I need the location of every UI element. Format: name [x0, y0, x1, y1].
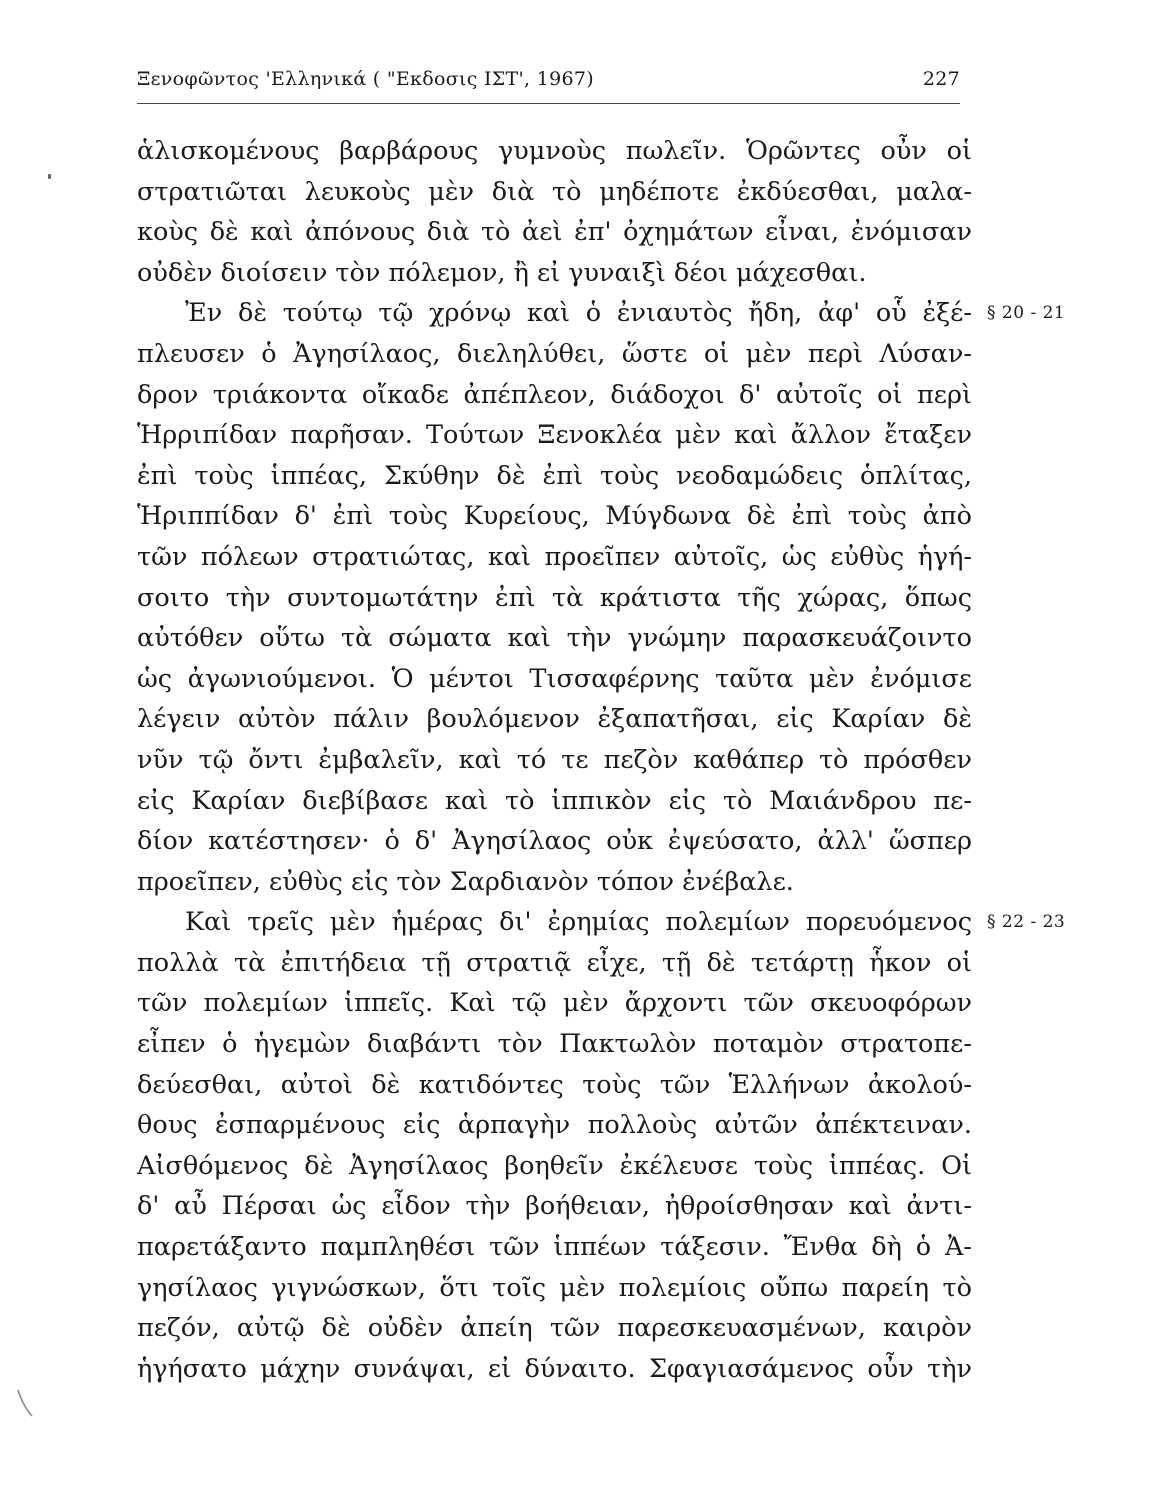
text-line-content: ἁλισκομένους βαρβάρους γυμνοὺς πωλεῖν. Ὁρῶντες οὖν οἱ [137, 136, 972, 166]
text-line [137, 862, 972, 903]
text-line-content: τῶν πολεμίων ἱππεῖς. Καὶ τῷ μὲν ἄρχοντι τῶν σκευοφόρων [137, 988, 972, 1019]
text-line [137, 1105, 972, 1146]
text-line [137, 496, 972, 537]
text-line [137, 334, 972, 375]
text-line [137, 1065, 972, 1106]
text-line-content: Αἰσθόμενος δὲ Ἀγησίλαος βοηθεῖν ἐκέλευσε τοὺς ἱππέας. Οἱ [137, 1150, 972, 1181]
text-line [137, 1024, 972, 1065]
text-line-content: δρον τριάκοντα οἴκαδε ἀπέπλεον, διάδοχοι δ' αὐτοῖς οἱ περὶ [137, 379, 972, 410]
text-line-content: θους ἐσπαρμένους εἰς ἁρπαγὴν πολλοὺς αὐτῶν ἀπέκτειναν. [137, 1110, 972, 1141]
text-line [137, 456, 972, 497]
text-line [137, 1308, 972, 1349]
text-line-content: Καὶ τρεῖς μὲν ἡμέρας δι' ἐρημίας πολεμίων πορευόμενος [185, 907, 972, 938]
text-line-content: ἡγήσατο μάχην συνάψαι, εἰ δύναιτο. Σφαγιασάμενος οὖν τὴν [137, 1353, 972, 1384]
margin-section-note: § 22 - 23 [987, 912, 1066, 933]
text-line [137, 415, 972, 456]
text-line-content: προεῖπεν, εὐθὺς εἰς τὸν Σαρδιανὸν τόπον ἐνέβαλε. [137, 866, 794, 897]
text-line-content: πλευσεν ὁ Ἀγησίλαος, διεληλύθει, ὥστε οἱ μὲν περὶ Λύσαν- [137, 338, 972, 369]
running-head [137, 68, 960, 98]
text-line [137, 943, 972, 984]
margin-section-note: § 20 - 21 [987, 303, 1066, 324]
text-line [137, 618, 972, 659]
header-rule [137, 103, 960, 104]
text-line [137, 1186, 972, 1227]
text-line-content: πεζόν, αὐτῷ δὲ οὐδὲν ἀπείη τῶν παρεσκευασμένων, καιρὸν [137, 1313, 972, 1344]
text-line [137, 699, 972, 740]
text-line-content: Ἡρριπίδαν παρῆσαν. Τούτων Ξενοκλέα μὲν καὶ ἄλλον ἔταξεν [137, 420, 972, 451]
text-line-content: νῦν τῷ ὄντι ἐμβαλεῖν, καὶ τό τε πεζὸν καθάπερ τὸ πρόσθεν [137, 744, 972, 775]
text-line [137, 902, 1066, 943]
text-line-content: Ἐν δὲ τούτῳ τῷ χρόνῳ καὶ ὁ ἐνιαυτὸς ἤδη, ἀφ' οὗ ἐξέ- [185, 298, 972, 329]
text-line [137, 1146, 972, 1187]
text-line-content: τῶν πόλεων στρατιώτας, καὶ προεῖπεν αὐτοῖς, ὡς εὐθὺς ἡγή- [137, 541, 972, 572]
text-line-content: λέγειν αὐτὸν πάλιν βουλόμενον ἐξαπατῆσαι, εἰς Καρίαν δὲ [137, 704, 972, 735]
text-line-content: σοιτο τὴν συντομωτάτην ἐπὶ τὰ κράτιστα τῆς χώρας, ὅπως [137, 582, 972, 613]
text-line [137, 212, 972, 253]
text-line [137, 293, 1066, 334]
margin-dot-mark [48, 174, 51, 179]
running-head-title: Ξενοφῶντος 'Ελληνικά ( "Εκδοσις ΙΣΤ', 1967) [137, 68, 594, 90]
text-line-content: στρατιῶται λευκοὺς μὲν διὰ τὸ μηδέποτε ἐκδύεσθαι, μαλα- [137, 176, 972, 207]
text-line-content: δεύεσθαι, αὐτοὶ δὲ κατιδόντες τοὺς τῶν Ἑλλήνων ἀκολού- [137, 1069, 972, 1100]
body-text [137, 131, 1066, 1389]
page-number: 227 [922, 68, 960, 90]
text-line-content: οὐδὲν διοίσειν τὸν πόλεμον, ἢ εἰ γυναιξὶ δέοι μάχεσθαι. [137, 257, 867, 288]
text-line [137, 983, 972, 1024]
text-line-content: ὡς ἀγωνιούμενοι. Ὁ μέντοι Τισσαφέρνης ταῦτα μὲν ἐνόμισε [137, 663, 972, 694]
margin-pencil-mark [14, 1388, 36, 1418]
text-line-content: παρετάξαντο παμπληθέσι τῶν ἱππέων τάξεσιν. Ἔνθα δὴ ὁ Ἀ- [137, 1232, 972, 1263]
text-line [137, 1268, 972, 1309]
text-line [137, 659, 972, 700]
text-line-content: Ἡριππίδαν δ' ἐπὶ τοὺς Κυρείους, Μύγδωνα δὲ ἐπὶ τοὺς ἀπὸ [137, 501, 972, 532]
text-line [137, 375, 972, 416]
text-line [137, 1227, 972, 1268]
text-line-content: δ' αὖ Πέρσαι ὡς εἶδον τὴν βοήθειαν, ἠθροίσθησαν καὶ ἀντι- [137, 1191, 972, 1222]
text-line [137, 253, 972, 294]
text-line-content: δίον κατέστησεν· ὁ δ' Ἀγησίλαος οὐκ ἐψεύσατο, ἀλλ' ὥσπερ [137, 826, 972, 857]
text-line-content: εἶπεν ὁ ἡγεμὼν διαβάντι τὸν Πακτωλὸν ποταμὸν στρατοπε- [137, 1029, 972, 1060]
text-line [137, 821, 972, 862]
text-line-content: γησίλαος γιγνώσκων, ὅτι τοῖς μὲν πολεμίοις οὔπω παρείη τὸ [137, 1272, 972, 1303]
text-line [137, 131, 972, 172]
text-line-content: πολλὰ τὰ ἐπιτήδεια τῇ στρατιᾷ εἶχε, τῇ δὲ τετάρτῃ ἧκον οἱ [137, 947, 972, 978]
text-line [137, 1349, 972, 1390]
text-line [137, 172, 972, 213]
text-line-content: ἐπὶ τοὺς ἱππέας, Σκύθην δὲ ἐπὶ τοὺς νεοδαμώδεις ὁπλίτας, [137, 460, 972, 491]
text-line [137, 537, 972, 578]
text-line [137, 740, 972, 781]
text-line [137, 781, 972, 822]
text-line-content: κοὺς δὲ καὶ ἀπόνους διὰ τὸ ἀεὶ ἐπ' ὀχημάτων εἶναι, ἐνόμισαν [137, 217, 972, 248]
text-line-content: εἰς Καρίαν διεβίβασε καὶ τὸ ἱππικὸν εἰς τὸ Μαιάνδρου πε- [137, 785, 972, 816]
text-line-content: αὐτόθεν οὕτω τὰ σώματα καὶ τὴν γνώμην παρασκευάζοιντο [137, 623, 972, 654]
text-line [137, 578, 972, 619]
